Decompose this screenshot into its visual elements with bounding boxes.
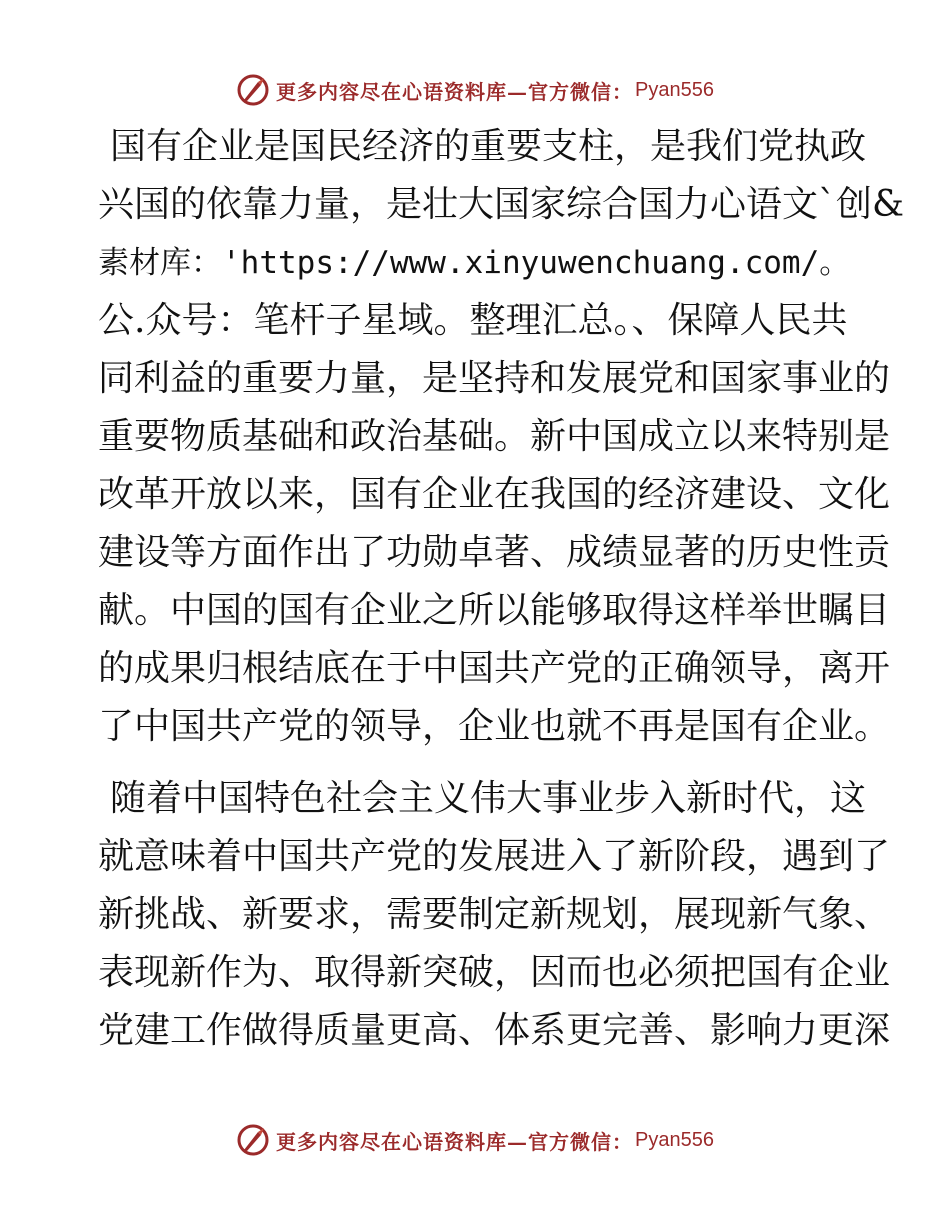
text-line: 公.众号：笔杆子星域。整理汇总。、保障人民共 xyxy=(98,300,848,341)
quill-logo-icon xyxy=(236,1123,270,1157)
text-line: 建设等方面作出了功勋卓著、成绩显著的历史性贡 xyxy=(98,532,891,573)
text-line: 素材库：'https://www.xinyuwenchuang.com/。 xyxy=(98,245,851,281)
banner-text: 更多内容尽在心语资料库—官方微信： xyxy=(276,79,634,104)
wechat-id: Pyan556 xyxy=(635,1128,714,1151)
text-line: 了中国共产党的领导，企业也就不再是国有企业。 xyxy=(98,706,891,747)
text-line: 新挑战、新要求，需要制定新规划，展现新气象、 xyxy=(98,894,891,935)
text-line: 兴国的依靠力量，是壮大国家综合国力心语文`创& xyxy=(98,184,905,225)
paragraph-1 xyxy=(98,118,905,756)
text-line: 同利益的重要力量，是坚持和发展党和国家事业的 xyxy=(98,358,891,399)
text-line: 表现新作为、取得新突破，因而也必须把国有企业 xyxy=(98,952,891,993)
text-line: 改革开放以来，国有企业在我国的经济建设、文化 xyxy=(98,474,891,515)
wechat-id: Pyan556 xyxy=(635,78,714,101)
text-line: 的成果归根结底在于中国共产党的正确领导，离开 xyxy=(98,648,891,689)
quill-logo-icon xyxy=(236,73,270,107)
document-body xyxy=(98,118,905,1060)
footer-banner xyxy=(0,1120,950,1160)
paragraph-2 xyxy=(98,770,891,1060)
header-banner xyxy=(0,70,950,110)
text-line: 献。中国的国有企业之所以能够取得这样举世瞩目 xyxy=(98,590,891,631)
text-line: 就意味着中国共产党的发展进入了新阶段，遇到了 xyxy=(98,836,891,877)
text-line: 党建工作做得质量更高、体系更完善、影响力更深 xyxy=(98,1010,891,1051)
text-line: 重要物质基础和政治基础。新中国成立以来特别是 xyxy=(98,416,891,457)
text-line: 随着中国特色社会主义伟大事业步入新时代，这 xyxy=(110,778,867,819)
banner-text: 更多内容尽在心语资料库—官方微信： xyxy=(276,1129,634,1154)
text-line: 国有企业是国民经济的重要支柱，是我们党执政 xyxy=(110,126,867,167)
paragraph-gap xyxy=(98,756,858,770)
